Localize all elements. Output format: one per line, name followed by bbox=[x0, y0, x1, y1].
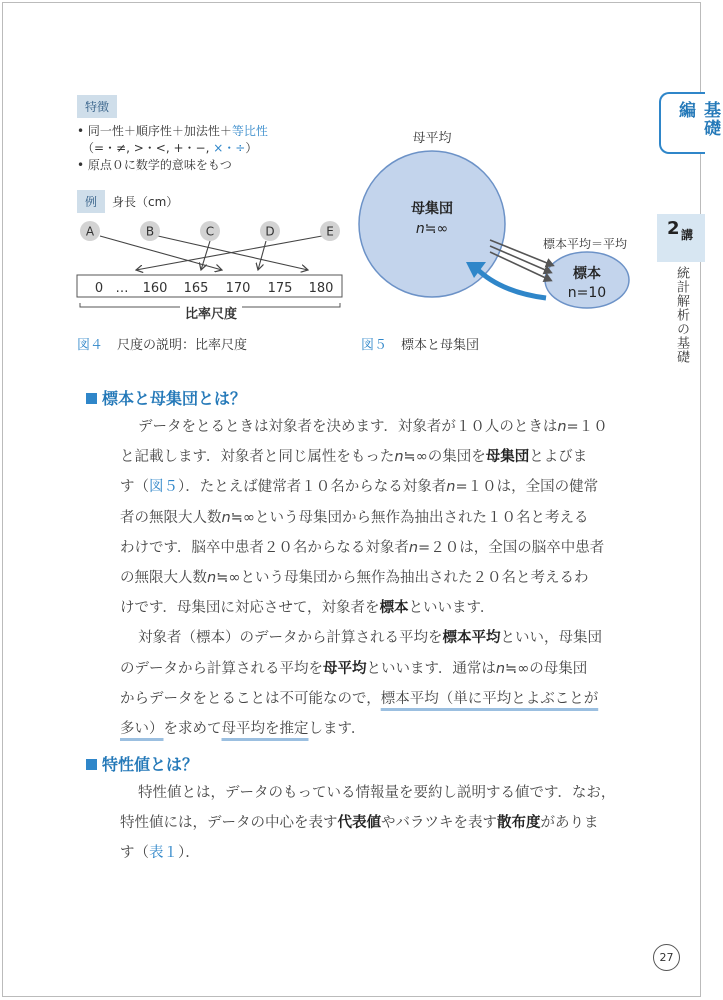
heading-square-icon bbox=[86, 393, 97, 404]
bullet1-pre: • 同一性＋順序性＋加法性＋ bbox=[77, 124, 232, 138]
ruler-tick: 165 bbox=[183, 281, 209, 296]
table-1-link[interactable]: 表１ bbox=[149, 845, 178, 862]
mapping-lines bbox=[100, 236, 322, 270]
line: 特性値には，データの中心を表す代表値やバラツキを表す散布度がありま bbox=[120, 815, 599, 832]
line: けです．母集団に対応させて，対象者を標本といいます． bbox=[120, 600, 495, 617]
population-size: n≒∞ bbox=[415, 221, 449, 237]
bullet1-line2-highlight: ×・÷ bbox=[213, 141, 246, 155]
ruler-tick: 160 bbox=[142, 281, 168, 296]
person-label: C bbox=[205, 224, 215, 239]
section-tab-label: 基礎編 bbox=[675, 101, 720, 137]
bullet1-line2-pre: （=・≠, >・<, +・−, bbox=[82, 141, 210, 155]
ruler-label: 比率尺度 bbox=[184, 307, 238, 322]
line: す（表１）． bbox=[120, 845, 200, 862]
line: 特性値とは，データのもっている情報量を要約し説明する値です．なお， bbox=[138, 785, 616, 801]
section-heading-characteristic-values bbox=[86, 752, 198, 775]
person-label: A bbox=[85, 224, 95, 239]
line: 者の無限大人数n≒∞という母集団から無作為抽出された１０名と考える bbox=[120, 509, 589, 526]
fig5-number: 図５ bbox=[361, 338, 388, 353]
example-badge: 例 bbox=[77, 190, 105, 213]
person-label: E bbox=[326, 224, 334, 239]
feature-bullet-2: • 原点０に数学的意味をもつ bbox=[77, 158, 232, 172]
sampling-arrow bbox=[490, 252, 550, 280]
figure-5-link[interactable]: 図５ bbox=[149, 479, 178, 496]
line: の無限大人数n≒∞という母集団から無作為抽出された２０名と考えるわ bbox=[120, 570, 589, 587]
population-mean-label: 母平均 bbox=[412, 131, 452, 146]
sample-mean-label: 標本平均＝平均 bbox=[542, 237, 628, 251]
sample-size: n=10 bbox=[567, 285, 607, 301]
ruler-tick: 0 bbox=[94, 281, 104, 296]
ruler-tick: … bbox=[115, 281, 129, 296]
line: のデータから計算される平均を母平均といいます．通常はn≒∞の母集団 bbox=[120, 660, 588, 677]
map-line-d bbox=[258, 241, 266, 270]
ruler-tick: 180 bbox=[308, 281, 334, 296]
figure-5-caption bbox=[361, 334, 479, 353]
population-title: 母集団 bbox=[411, 201, 453, 217]
chapter-suffix: 講 bbox=[681, 228, 694, 242]
line: データをとるときは対象者を決めます．対象者が１０人のときはn=１０ bbox=[138, 419, 608, 435]
bullet1-line2-post: ） bbox=[245, 141, 258, 155]
chapter-number: 2 bbox=[667, 218, 680, 239]
heading-text: 特性値とは？ bbox=[102, 755, 199, 774]
fig5-caption-text: 標本と母集団 bbox=[401, 338, 480, 353]
map-line-e bbox=[136, 236, 322, 270]
fig4-caption-text: 尺度の説明：比率尺度 bbox=[117, 338, 248, 353]
sampling-arrow bbox=[490, 246, 550, 272]
page-number: 27 bbox=[653, 944, 680, 971]
chapter-title: 統計解析の基礎 bbox=[674, 266, 689, 364]
figure-diagrams bbox=[0, 0, 705, 360]
heading-square-icon bbox=[86, 759, 97, 770]
figure-4-caption bbox=[77, 334, 247, 353]
ruler-tick: 170 bbox=[225, 281, 251, 296]
sample-title: 標本 bbox=[573, 266, 601, 282]
line: 多い）を求めて母平均を推定します． bbox=[120, 721, 366, 738]
line: と記載します．対象者と同じ属性をもったn≒∞の集団を母集団とよびま bbox=[120, 449, 588, 466]
person-label: B bbox=[145, 224, 155, 239]
section-2-body bbox=[120, 778, 640, 869]
fig4-number: 図４ bbox=[77, 338, 104, 353]
person-circles bbox=[80, 221, 340, 241]
features-badge: 特徴 bbox=[77, 95, 117, 118]
map-line-b bbox=[158, 236, 308, 270]
line: からデータをとることは不可能なので，標本平均（単に平均とよぶことが bbox=[120, 690, 599, 707]
line: わけです．脳卒中患者２０名からなる対象者n=２０は，全国の脳卒中患者 bbox=[120, 539, 605, 556]
heading-text: 標本と母集団とは？ bbox=[102, 389, 247, 408]
person-label: D bbox=[265, 224, 275, 239]
height-label: 身長（cm） bbox=[112, 195, 179, 209]
section-1-body bbox=[120, 412, 640, 744]
line: 対象者（標本）のデータから計算される平均を標本平均といい，母集団 bbox=[138, 630, 602, 647]
section-heading-sample-population bbox=[86, 386, 246, 409]
line: す（図５）．たとえば健常者１０名からなる対象者n=１０は，全国の健常 bbox=[120, 479, 599, 496]
bullet1-highlight: 等比性 bbox=[231, 124, 268, 138]
ruler-tick: 175 bbox=[267, 281, 293, 296]
